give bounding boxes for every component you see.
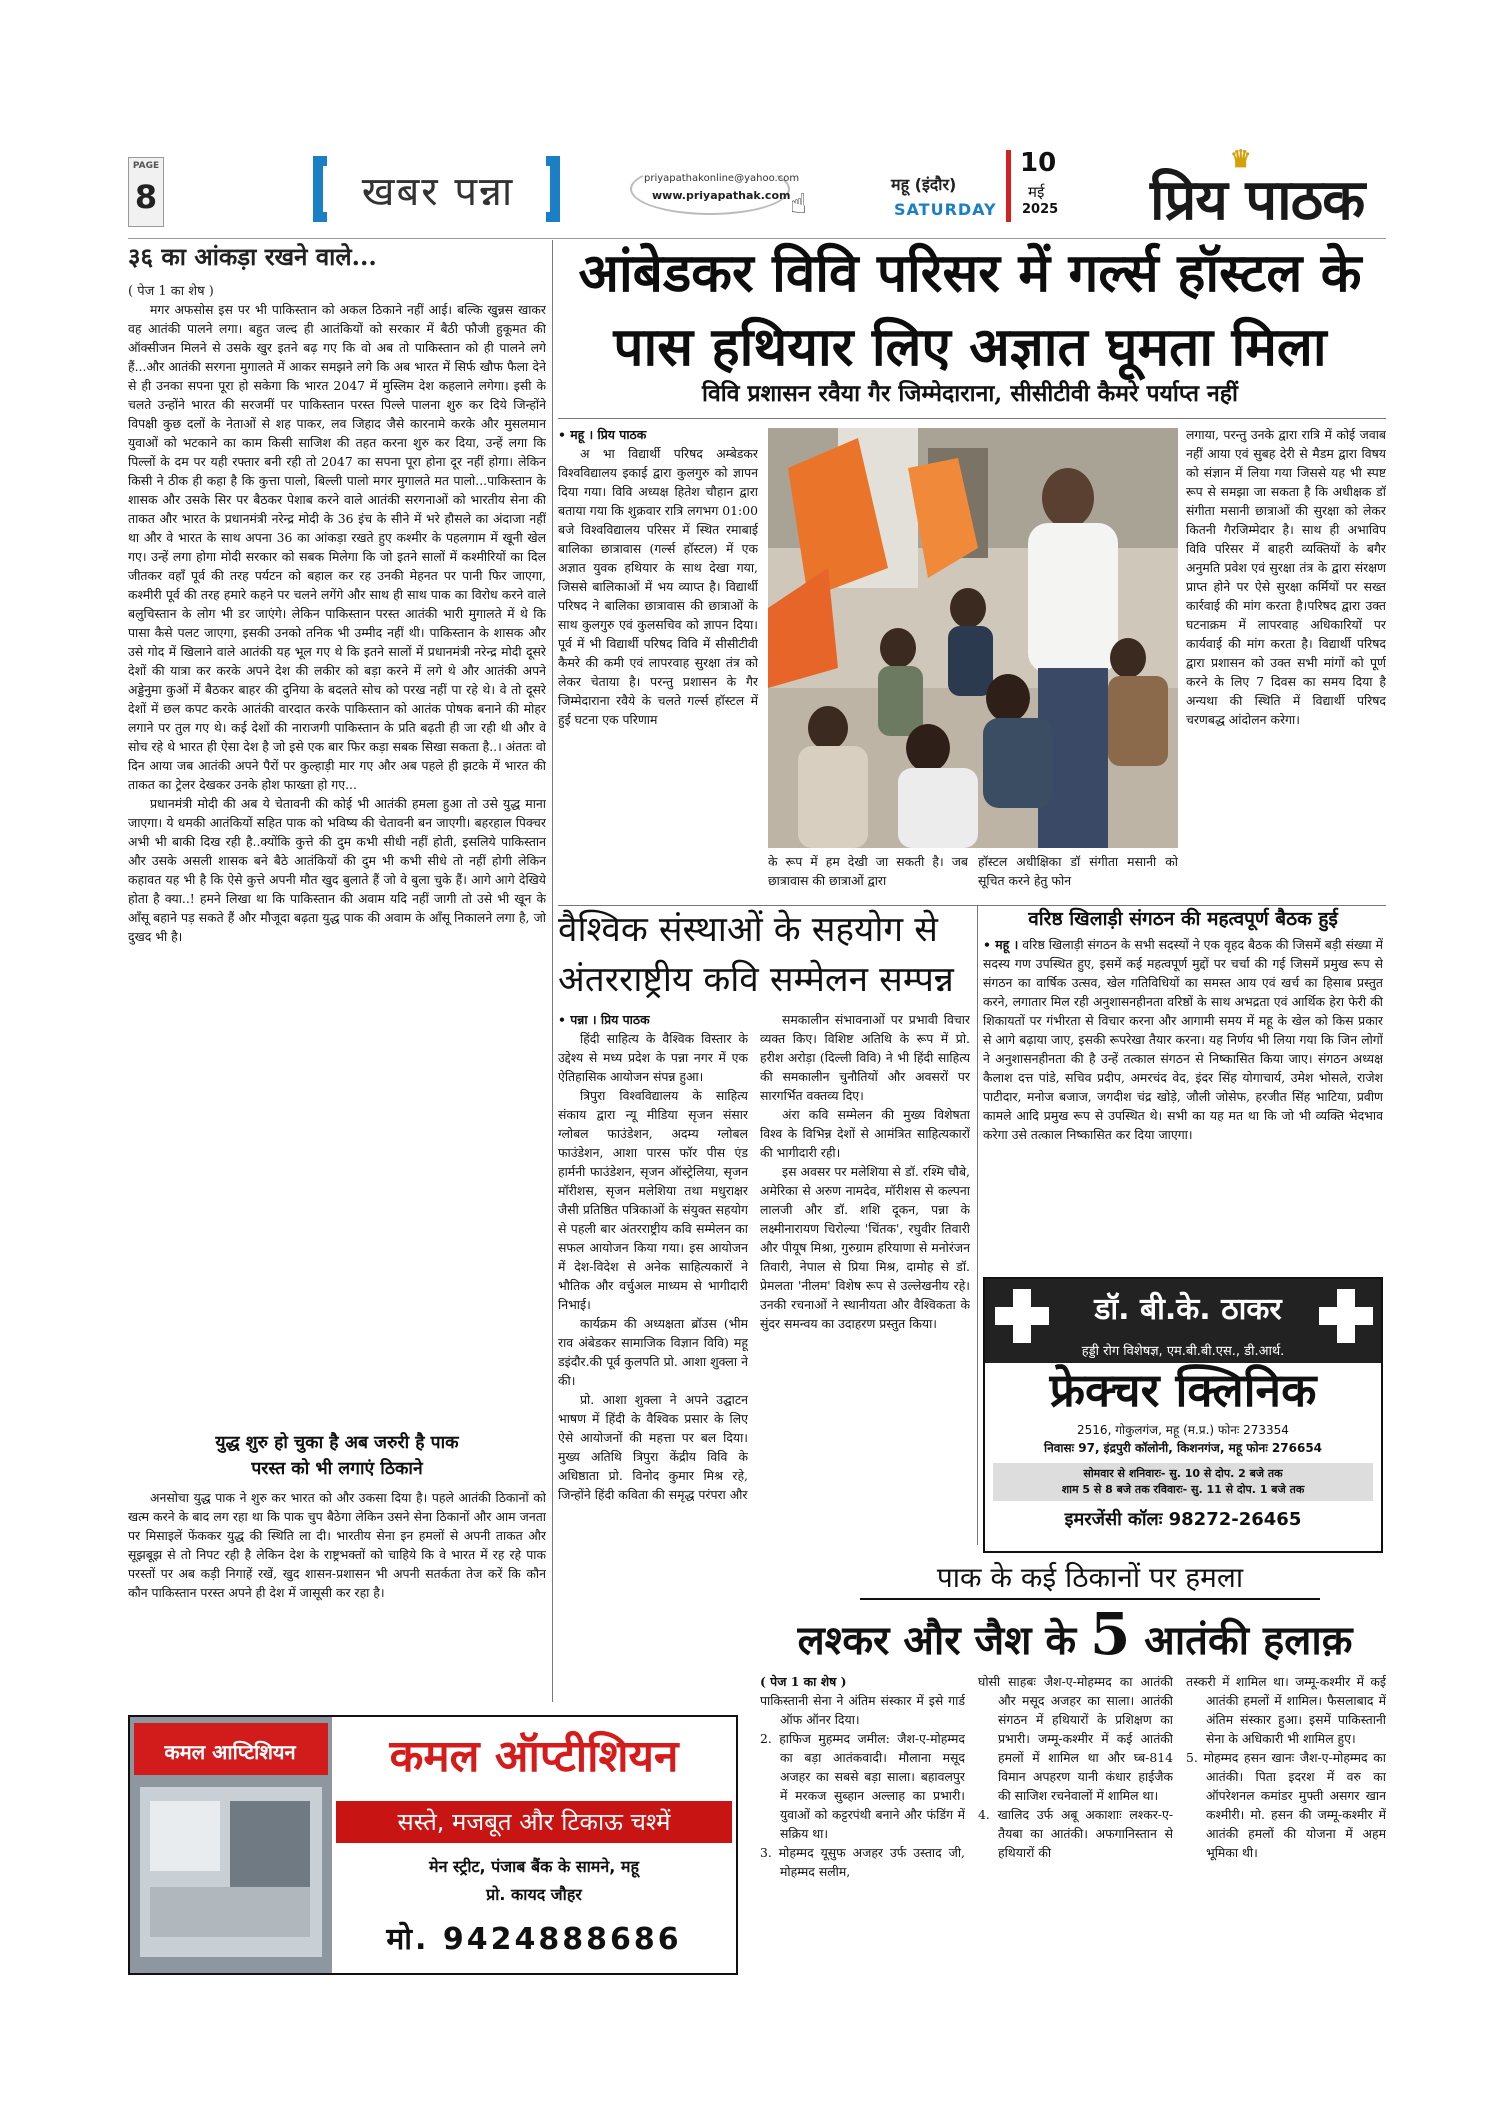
website-badge <box>630 163 808 220</box>
strike-item: 3. मोहम्मद यूसुफ अजहर उर्फ उस्ताद जी, मोहम्मद सलीम, <box>760 1845 965 1879</box>
section-title <box>313 156 560 222</box>
column-rule <box>552 240 553 1702</box>
clinic-residence: निवासः 97, इंद्रपुरी कॉलोनी, किशनगंज, महू फोनः 276654 <box>1043 1441 1323 1455</box>
strike-headline <box>760 1600 1390 1671</box>
paper-name: प्रिय पाठक <box>1150 167 1365 233</box>
optician-proprietor: प्रो. कायद जौहर <box>486 1885 582 1904</box>
poet-headline <box>558 905 978 1005</box>
clinic-emergency: इमरजेंसी कॉलः 98272-26465 <box>1064 1509 1302 1530</box>
strike-continued: ( पेज 1 का शेष ) <box>760 1674 847 1689</box>
lead-col3 <box>1186 425 1386 905</box>
poet-col2-para: इस अवसर पर मलेशिया से डॉ. रश्मि चौबे, अमेरिका से अरुण नामदेव, मॉरीशस से कल्पना लालजी और डॉ. शशि दूकन, पन्ना के लक्ष्मीनारायण चिरोल्या 'चिंतक', रघुवीर तिवारी और पीयूष मिश्रा, गुरुग्राम हरियाणा से मनोरंजन तिवारी, नेपाल से प्रिया मिश्र, दामोह से डॉ. प्रेमलता 'नीलम' विशेष रूप से उल्लेखनीय रहे। उनकी रचनाओं ने स्थानीयता और वैश्विकता के सुंदर समन्वय का उदाहरण प्रस्तुत किया। <box>760 1164 970 1331</box>
left-story-subhead <box>128 1430 546 1482</box>
clinic-name: फ्रेक्चर क्लिनिक <box>985 1363 1381 1417</box>
strike-item: तस्करी में शामिल था। जम्मू-कश्मीर में कई आतंकी हमलों में शामिल। फैसलाबाद में अंतिम संस्कार हुआ। इसमें पाकिस्तानी सेना के अधिकारी भी शामिल हुए। <box>1186 1674 1386 1746</box>
optician-ad <box>128 1715 738 1975</box>
strike-headline-post: आतंकी हलाक़ <box>1130 1617 1353 1664</box>
poet-col1-para: त्रिपुरा विश्वविद्यालय के साहित्य संकाय द्वारा न्यू मीडिया सृजन संसार ग्लोबल फाउंडेशन, अदम्य ग्लोबल फाउंडेशन, आशा पारस फॉर पीस एंड हार्मनी फाउंडेशन, सृजन ऑस्ट्रेलिया, सृजन मॉरीशस, सृजन मलेशिया तथा मधुराक्षर जैसी प्रतिष्ठित पत्रिकाओं के संयुक्त सहयोग से पहली बार अंतरराष्ट्रीय कवि सम्मेलन का सफल आयोजन किया गया। इस आयोजन में देश-विदेश से अनेक साहित्यकारों ने भौतिक और वर्चुअल माध्यम से भागीदारी निभाई। <box>558 1088 748 1312</box>
page-number-box <box>128 157 164 227</box>
date-day: 10 <box>1020 148 1057 178</box>
email-text: priyapathakonline@yahoo.com <box>644 173 800 184</box>
poet-col2-para: अंरा कवि सम्मेलन की मुख्य विशेषता विश्व के विभिन्न देशों से आमंत्रित साहित्यकारों की भागीदारी रही। <box>760 1107 970 1160</box>
lead-col1-text: अ भा विद्यार्थी परिषद अम्बेडकर विश्वविद्यालय इकाई द्वारा कुलगुरु को ज्ञापन दिया गया। विवि अध्यक्ष हितेश चौहान द्वारा बताया गया कि शुक्रवार रात्रि लगभग 01:00 बजे विश्वविद्यालय परिसर में स्थित रमाबाई बालिका छात्रावास (गर्ल्स हॉस्टल) में एक अज्ञात युवक हथियार के साथ देखा गया, जिससे बालिकाओं में भय व्याप्त है। विद्यार्थी परिषद ने बालिका छात्रावास की छात्राओं के साथ कुलगुरु एवं कुलसचिव को ज्ञापन दिया। पूर्व में भी विद्यार्थी परिषद विवि में सीसीटीवी कैमरे की कमी एवं लापरवाह सुरक्षा तंत्र को लेकर चेताया है। परन्तु प्रशासन के गैर जिम्मेदाराना रवैये के चलते गर्ल्स हॉस्टल में हुई घटना एक परिणाम <box>558 446 758 727</box>
lead-under-photo-b-text: हॉस्टल अधीक्षिका डॉ संगीता मसानी को सूचित करने हेतु फोन <box>978 854 1178 888</box>
left-story-body <box>128 300 546 1425</box>
sports-text: वरिष्ठ खिलाड़ी संगठन के सभी सदस्यों ने एक वृहद बैठक की जिसमें बड़ी संख्या में सदस्य गण उपस्थित हुए, इसमें कई महत्वपूर्ण मुद्दों पर चर्चा की गई जिसमें प्रमुख रूप से संगठन का वार्षिक उत्सव, खेल गतिविधियों का समस्त आय एवं खर्च का हिसाब प्रस्तुत करने, लगातार मिल रही अनुशासनहीनता वरिष्ठों के साथ अभद्रता एवं आर्थिक हेरा फेरी की शिकायतों पर गंभीरता से विचार करना और आगामी समय में महू के खेल को किस प्रकार से आगे बढ़ाया जाए, इसकी रूपरेखा तैयार करना। यह निर्णय भी लिया गया कि जिन लोगों ने अनुशासनहीनता की है उन्हें तत्काल संगठन से निष्कासित किया जाए। संगठन अध्यक्ष कैलाश दत्त पांडे, सचिव प्रदीप, अमरचंद वेद, इंदर सिंह योगाचार्य, उमेश भोसले, राजेश पाटीदार, मनोज बजाज, जगदीश चंद्र खोड़े, जौली जोसेफ, हरजीत सिंह भाटिया, प्रवीण कामले आदि प्रमुख रूप से उपस्थित थे। सभी का यह मत था कि जो भी व्यक्ति भेदभाव करेगा उसे तत्काल निष्कासित कर दिया जाएगा। <box>983 937 1383 1142</box>
sports-dateline: • महू । <box>983 937 1019 952</box>
section-label: खबर पन्ना <box>361 169 515 215</box>
left-story-title: ३६ का आंकड़ा रखने वाले... <box>128 242 377 271</box>
strike-item: घोसी साहबः जैश-ए-मोहम्मद का आतंकी और मसूद अजहर का साला। आतंकी संगठन में हथियारों के प्रशिक्षण का प्रभारी। जम्मू-कश्मीर में कई आतंकी हमलों में शामिल था और घ्ब-814 विमान अपहरण यानी कंधार हाईजैक की साजिश रचनेवालों में शामिल था। <box>978 1674 1173 1803</box>
left-story-body2 <box>128 1488 546 1703</box>
news-photo <box>768 428 1178 848</box>
left-story-para: प्रधानमंत्री मोदी की अब ये चेतावनी की कोई भी आतंकी हमला हुआ तो उसे युद्ध माना जाएगा। ये धमकी आतंकियों सहित पाक को भविष्य की चेतावनी बन जाएगी। बहरहाल पिक्चर अभी भी बाकी दिख रही है..क्योंकि कुत्ते की दुम कभी सीधी नहीं होती, इसलिये पाकिस्तान और उसके असली शासक बने बैठे आतंकियों की दुम भी कभी सीधे तो नहीं होगी लेकिन कहावत यह भी है कि ऐसे कुत्ते अपनी मौत खुद बुलाते हैं जो वे बुला चुके हैं। आगे आगे देखिये होता है क्या..! हमने लिखा था कि पाकिस्तान की अवाम यदि नहीं जागी तो उसे भी खून के आँसू बहाने पड़ सकते हैं और मौजूदा बढ़ता युद्ध पाक की अवाम के आँसू निकालने लगा है, जो दुखद भी है। <box>128 796 546 944</box>
lead-headline <box>560 236 1380 384</box>
shopfront-image <box>130 1717 332 1973</box>
strike-col1 <box>760 1672 965 1972</box>
optician-address: मेन स्ट्रीट, पंजाब बैंक के सामने, महू <box>429 1857 639 1876</box>
strike-item: पाकिस्तानी सेना ने अंतिम संस्कार में इसे गार्ड ऑफ ऑनर दिया। <box>760 1693 965 1727</box>
date-month: मई <box>1028 183 1045 201</box>
strike-col3 <box>1186 1672 1386 1972</box>
optician-phone: मो. 9424888686 <box>386 1922 682 1957</box>
lead-under-photo-b <box>978 852 1178 902</box>
sports-headline: वरिष्ठ खिलाड़ी संगठन की महत्वपूर्ण बैठक हुई <box>1028 908 1338 930</box>
column-rule <box>977 905 978 1545</box>
lead-under-photo-a <box>768 852 968 902</box>
red-divider <box>1006 150 1011 222</box>
dateline-block <box>888 146 1068 226</box>
left-story-para: मगर अफसोस इस पर भी पाकिस्तान को अकल ठिकाने नहीं आई। बल्कि खुन्नस खाकर वह आतंकी पालने लगा। बहुत जल्द ही आतंकियों को सरकार में बैठी फौजी हुकूमत की ऑक्सीजन मिलने से उसके खुर इतने बढ़ गए कि वो अब तो पाकिस्तान को ही पालने लगे हैं...और आतंकी सरगना मुगालते में आकर समझने लगे कि अब भारत में सिर्फ खौफ फैला देने से ही उनका सपना पूरा हो सकेगा कि भारत 2047 में मुस्लिम देश कहलाने लगेगा। इसी के चलते उन्होंने भारत की सरजमीं पर पाकिस्तान परस्त पिल्ले पालना शुरु कर दिये जिन्होंने विपक्षी कुछ दलों के नेताओं से शह पाकर, लव जिहाद जैसे कारनामे करके और मुसलमान युवाओं को भटकाने का काम किसी साजिश की तहत करना शुरु कर दिया, उन्हें लगा कि पिल्लों के दम पर यही रफ्तार बनी रही तो 2047 का सपना पूरा होना दूर नहीं होगा। लेकिन किसी ने ठीक ही कहा है कि कुत्ता पालो, बिल्ली पालो मगर मुगालते मत पालो...पाकिस्तान के शासक और उसके सिर पर बैठकर पेशाब करने वाले आतंकी सरगनाओं को भारतीय सेना की ताकत और भारत के प्रधानमंत्री नरेन्द्र मोदी के 36 इंच के सीने में भरे हौसले का अंदाजा नहीं था और वे भारत के साथ अपना 36 का आंकड़ा रखते हुए कश्मीर के पहलगाम में खूनी खेल गए। उन्हें लगा होगा मोदी सरकार को सबक मिलेगा कि जो इतने सालों में कश्मीरियों का दिल जीतकर वहाँ पूर्व की तरह पर्यटन को बहाल कर रह उनकी मेहनत पर पानी फिर जाएगा, कश्मीरी पूर्व की तरह हमारे कहने पर चलने लगेंगे और साथ ही साथ पाक का विरोध करने वाले बलुचिस्तान के लोग भी डर जाएंगे। लेकिन पाकिस्तान परस्त आतंकी भारी मुगालते में थे कि पासा कैसे पलट जाएगा, इसकी उनको तनिक भी उम्मीद नहीं थी। पाकिस्तान के शासक और उसे गोद में खिलाने वाले आतंकी यह भूल गए थे कि इतने सालों में प्रधानमंत्री नरेन्द्र मोदी दूसरे देशों की यात्रा कर करके अपने देश की लकीर को बड़ा करने में लगे थे और आतंकी अपने अड्डेनुमा कुओं में बैठकर बाहर की दुनिया के बदलते सोच को परख नहीं पा रहे थे। वे तो दूसरे देशों में छल कपट करके आतंकी वारदात करके पाकिस्तान को आतंक पोषक बनाने की मोहर लगाने पर तुल गए थे। कई देशों की नाराजगी पाकिस्तान के प्रति बढ़ती ही जा रही थी और वे सोच रहे थे भारत ही ऐसा देश है जो इसे एक बार फिर कड़ा सबक सिखा सकता है..। अंततः वो दिन आया जब आतंकी अपने पैरों पर कुल्हाड़ी मार गए और अब पहले ही झटके में भारत की ताकत का ट्रेलर देखकर उनके होश फाख्ता हो गए... <box>128 302 546 792</box>
strike-item: 4. खालिद उर्फ अबू अकाशाः लश्कर-ए-तैयबा का आतंकी। अफगानिस्तान से हथियारों की <box>978 1807 1173 1860</box>
strike-item: 2. हाफिज मुहम्मद जमील: जैश-ए-मोहम्मद का बड़ा आतंकवादी। मौलाना मसूद अजहर का सबसे बड़ा साला। बहावलपुर में मरकज सुब्हान अल्लाह का प्रभारी। युवाओं को कट्टरपंथी बनाने और फंडिंग में सक्रिय था। <box>760 1731 965 1841</box>
left-story-continued: ( पेज 1 का शेष ) <box>128 284 214 299</box>
page-label: PAGE <box>132 161 160 171</box>
clinic-timing-1: सोमवार से शनिवारः- सु. 10 से दोप. 2 बजे तक <box>1083 1467 1283 1480</box>
left-subhead-line2: परस्त को भी लगाएं ठिकाने <box>251 1459 423 1479</box>
medical-cross-icon <box>995 1289 1049 1343</box>
optician-tagline: सस्ते, मजबूत और टिकाऊ चश्में <box>336 1801 732 1843</box>
doctor-name: डॉ. बी.के. ठाकर <box>1094 1292 1282 1327</box>
date-year: 2025 <box>1022 202 1059 217</box>
lead-headline-line1: आंबेडकर विवि परिसर में गर्ल्स हॉस्टल के <box>578 242 1362 304</box>
page-number: 8 <box>134 178 158 216</box>
paper-logo <box>1150 144 1390 242</box>
clinic-timing <box>993 1463 1373 1501</box>
lead-dateline: • महू । प्रिय पाठक <box>558 427 647 442</box>
website-text: www.priyapathak.com <box>652 189 791 202</box>
poet-col1-para: कार्यक्रम की अध्यक्षता ब्रॉउस (भीम राव अंबेडकर सामाजिक विज्ञान विवि) महू डइंदौर.की पूर्व कुलपति प्रो. आशा शुक्ला ने की। <box>558 1316 748 1388</box>
lead-subheadline: विवि प्रशासन रवैया गैर जिम्मेदाराना, सीसीटीवी कैमरे पर्याप्त नहीं <box>702 380 1238 407</box>
shop-photo <box>130 1717 332 1973</box>
left-story-para2: अनसोचा युद्ध पाक ने शुरु कर भारत को और उकसा दिया है। पहले आतंकी ठिकानों को खत्म करने के बाद लग रहा था कि पाक चुप बैठेगा लेकिन उसने सेना ठिकानों और आम जनता पर मिसाइलें फेंककर युद्ध की स्थिति ला दी। भारतीय सेना इन हमलों से अपनी ताकत और सूझबूझ से तो निपट रही है लेकिन देश के राष्ट्रभक्तों को चाहिये कि वे भारत में रह रहे पाक परस्तों पर अब कड़ी निगाहें रखें, खुद शासन-प्रशासन भी अपनी सतर्कता तेज करें कि कौन कौन पाकिस्तान परस्त अपने ही देश में जासूसी कर रहा है। <box>128 1490 546 1600</box>
sports-body <box>983 935 1383 1265</box>
poet-headline-line1: वैश्विक संस्थाओं के सहयोग से <box>558 910 938 950</box>
clinic-timing-2: शाम 5 से 8 बजे तक रविवारः- सु. 11 से दोप. 1 बजे तक <box>1061 1483 1305 1496</box>
poet-col2 <box>760 1010 970 1530</box>
poet-col1-para: प्रो. आशा शुक्ला ने अपने उद्घाटन भाषण में हिंदी के वैश्विक प्रसार के लिए ऐसे आयोजनों की महत्ता पर बल दिया। मुख्य अतिथि त्रिपुरा केंद्रीय विवि के अधिष्ठाता प्रो. विनोद कुमार मिश्र रहे, जिन्होंने हिंदी कविता की समृद्ध परंपरा और <box>558 1392 748 1502</box>
city: महू (इंदौर) <box>891 175 957 194</box>
lead-rule <box>558 418 1386 419</box>
bracket-left <box>313 156 327 222</box>
pointer-hand-icon: ☝ <box>790 187 808 220</box>
strike-headline-pre: लश्कर और जैश के <box>797 1617 1090 1664</box>
students-protest-photo <box>768 428 1178 848</box>
poet-dateline: • पन्ना । प्रिय पाठक <box>558 1012 650 1027</box>
poet-col1-para: हिंदी साहित्य के वैश्विक विस्तार के उद्देश्य से मध्य प्रदेश के पन्ना नगर में एक ऐतिहासिक आयोजन संपन्न हुआ। <box>558 1031 748 1084</box>
optician-name: कमल ऑप्टीशियन <box>389 1731 679 1782</box>
weekday: SATURDAY <box>894 200 997 219</box>
clinic-ad <box>983 1277 1383 1553</box>
strike-headline-num: 5 <box>1090 1600 1131 1668</box>
strike-col2 <box>978 1672 1173 1972</box>
lead-col3-text: लगाया, परन्तु उनके द्वारा रात्रि में कोई जवाब नहीं आया एवं सुबह देरी से मैडम द्वारा विषय को संज्ञान में लिया गया जिससे यह भी स्पष्ट रूप से समझा जा सकता है कि अधीक्षक डॉ संगीता मसानी छात्राओं की सुरक्षा को लेकर कितनी गैरजिम्मेदार है। साथ ही अभाविप विवि परिसर में बाहरी व्यक्तियों के बगैर अनुमति प्रवेश एवं सुरक्षा तंत्र के द्वारा संरक्षण प्राप्त होने पर ऐसे सुरक्षा कर्मियों पर सख्त कार्रवाई की मांग करता है।परिषद द्वारा उक्त घटनाक्रम में लापरवाह अधिकारियों पर कार्यवाई की मांग करता है। विद्यार्थी परिषद द्वारा प्रशासन को उक्त सभी मांगों को पूर्ण करने के लिए 7 दिवस का समय दिया है अन्यथा की स्थिति में विद्यार्थी परिषद चरणबद्ध आंदोलन करेगा। <box>1186 427 1386 727</box>
crown-icon: ♛ <box>1230 144 1251 173</box>
poet-col1 <box>558 1010 748 1700</box>
medical-cross-icon <box>1319 1289 1373 1343</box>
doctor-degree: हड्डी रोग विशेषज्ञ, एम.बी.बी.एस., डी.आर्थ. <box>1081 1344 1285 1359</box>
strike-item: 5. मोहम्मद हसन खानः जैश-ए-मोहम्मद का आतंकी। पिता इदरश में वरु का ऑपरेशनल कमांडर मुफ्ती असगर खान कश्मीरी। मो. हसन की जम्मू-कश्मीर में आतंकी हमलों की योजना में अहम भूमिका थी। <box>1186 1750 1386 1860</box>
lead-col1 <box>558 425 758 905</box>
strike-kicker: पाक के कई ठिकानों पर हमला <box>936 1561 1244 1594</box>
clinic-address: 2516, गोकुलगंज, महू (म.प्र.) फोनः 273354 <box>1077 1423 1289 1437</box>
bracket-right <box>546 156 560 222</box>
poet-col2-para: समकालीन संभावनाओं पर प्रभावी विचार व्यक्त किए। विशिष्ट अतिथि के रूप में प्रो. हरीश अरोड़ा (दिल्ली विवि) ने भी हिंदी साहित्य की समकालीन चुनौतियों और अवसरों पर सारगर्भित वक्तव्य दिए। <box>760 1012 970 1103</box>
poet-headline-line2: अंतरराष्ट्रीय कवि सम्मेलन सम्पन्न <box>558 960 954 1000</box>
lead-under-photo-a-text: के रूप में हम देखी जा सकती है। जब छात्रावास की छात्राओं द्वारा <box>768 854 968 888</box>
lead-headline-line2: पास हथियार लिए अज्ञात घूमता मिला <box>613 316 1327 378</box>
left-subhead-line1: युद्ध शुरु हो चुका है अब जरुरी है पाक <box>215 1433 459 1453</box>
shop-sign-text: कमल आप्टिशियन <box>164 1740 296 1764</box>
